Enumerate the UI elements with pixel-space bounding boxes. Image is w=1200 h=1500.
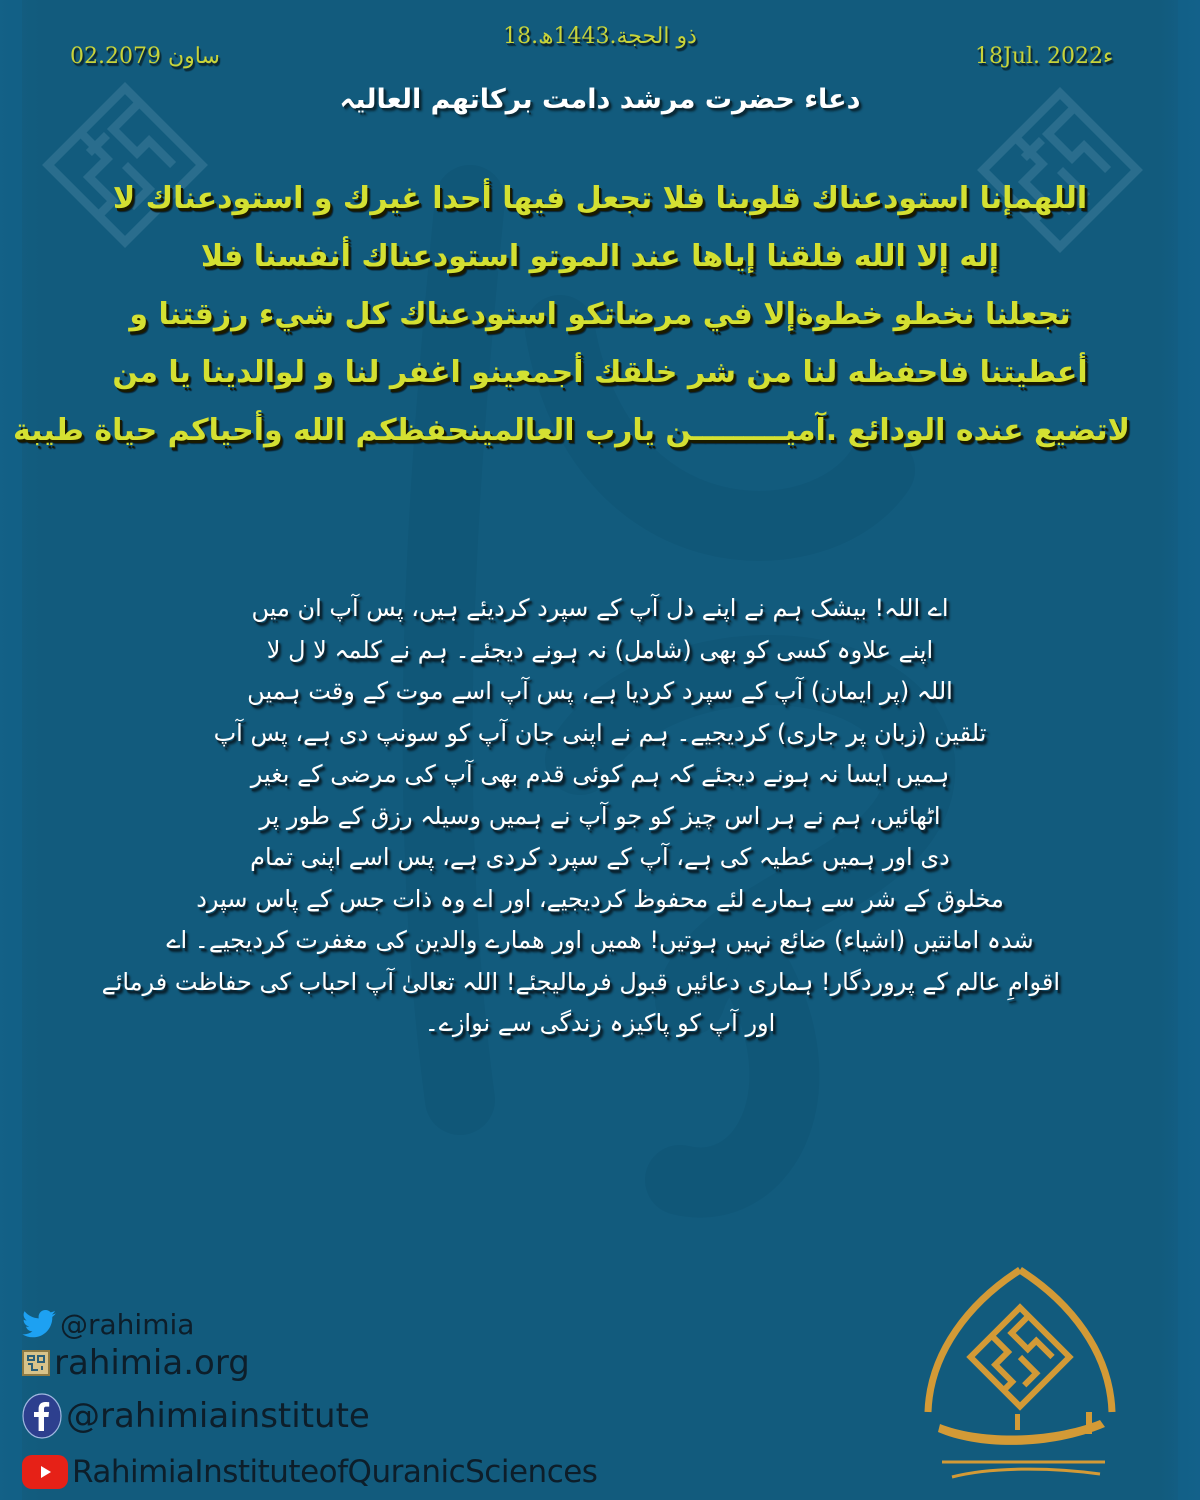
- urdu-line: مخلوق کے شر سے ہمارے لئے محفوظ کردیجیے، اور اے وہ ذات جس کے پاس سپرد: [196, 884, 1004, 913]
- facebook-handle: @rahimiainstitute: [66, 1396, 370, 1436]
- rahimia-kufic-icon: [22, 1350, 50, 1376]
- facebook-link[interactable]: [22, 1389, 597, 1443]
- urdu-translation: [101, 588, 1060, 1045]
- urdu-line: دی اور ہمیں عطیہ کی ہے، آپ کے سپرد کردی ہے، پس اسے اپنی تمام: [250, 843, 950, 871]
- twitter-link[interactable]: [22, 1305, 597, 1343]
- bikrami-date: 02.ساون 2079: [70, 44, 220, 69]
- arabic-dua: [12, 170, 1130, 460]
- urdu-line: اللہ (پر ایمان) آپ کے سپرد کردیا ہے، پس آپ اسے موت کے وقت ہمیں: [247, 677, 953, 705]
- website-link[interactable]: [22, 1343, 597, 1383]
- twitter-bird-icon: [22, 1310, 56, 1338]
- arabic-line: لاتضيع عنده الودائع .آميـــــــــن يارب العالمينحفظكم الله وأحياكم حياة طيبة: [12, 413, 1130, 448]
- urdu-line: اٹھائیں، ہم نے ہر اس چیز کو جو آپ نے ہمیں وسیلہ رزق کے طور پر: [259, 801, 941, 830]
- arabic-line: تجعلنا نخطو خطوةإلا في مرضاتكو استودعناك كل شيء رزقتنا و: [129, 297, 1071, 332]
- arabic-line: أعطيتنا فاحفظه لنا من شر خلقك أجمعينو اغفر لنا و لوالدينا يا من: [112, 355, 1088, 390]
- hijri-date: 18.ذو الحجة.1443ھ: [503, 24, 697, 49]
- youtube-link[interactable]: [22, 1447, 597, 1497]
- urdu-line: تلقین (زبان پر جاری) کردیجیے۔ ہم نے اپنی جان آپ کو سونپ دی ہے، پس آپ: [213, 718, 987, 747]
- urdu-line: شدہ امانتیں (اشیاء) ضائع نہیں ہوتیں! ھمیں اور ھمارے والدین کی مغفرت کردیجیے۔ اے: [166, 926, 1034, 954]
- social-links: [22, 1305, 597, 1497]
- youtube-icon: [22, 1455, 68, 1489]
- urdu-line: اور آپ کو پاکیزہ زندگی سے نوازے۔: [424, 1009, 776, 1037]
- arabic-line: اللهمإنا استودعناك قلوبنا فلا تجعل فيها أحدا غيرك و استودعناك لا: [112, 181, 1088, 216]
- page-title: دعاء حضرت مرشد دامت برکاتھم العالیہ: [339, 84, 861, 115]
- urdu-line: اپنے علاوہ کسی کو بھی (شامل) نہ ہونے دیجئے۔ ہم نے کلمہ لا ل لا: [266, 635, 934, 664]
- urdu-line: ہمیں ایسا نہ ہونے دیجئے کہ ہم کوئی قدم بھی آپ کی مرضی کے بغیر: [250, 760, 950, 788]
- facebook-icon: [22, 1393, 62, 1439]
- right-edge-band: [1178, 0, 1200, 1500]
- twitter-handle: @rahimia: [60, 1307, 195, 1341]
- urdu-line: اے اللہ! بیشک ہم نے اپنے دل آپ کے سپرد کردیئے ہیں، پس آپ ان میں: [251, 594, 949, 622]
- rahimia-logo: [900, 1262, 1140, 1494]
- website-url: rahimia.org: [54, 1343, 250, 1383]
- arabic-line: إله إلا الله فلقنا إياها عند الموتو استودعناك أنفسنا فلا: [200, 239, 1000, 274]
- youtube-channel: RahimiaInstituteofQuranicSciences: [72, 1454, 598, 1490]
- gregorian-date: 18Jul. 2022ء: [975, 44, 1114, 69]
- urdu-line: اقوامِ عالم کے پروردگار! ہماری دعائیں قبول فرمالیجئے! اللہ تعالیٰ آپ احباب کی حفاظت فرمائے: [101, 967, 1060, 996]
- left-edge-band: [0, 0, 22, 1500]
